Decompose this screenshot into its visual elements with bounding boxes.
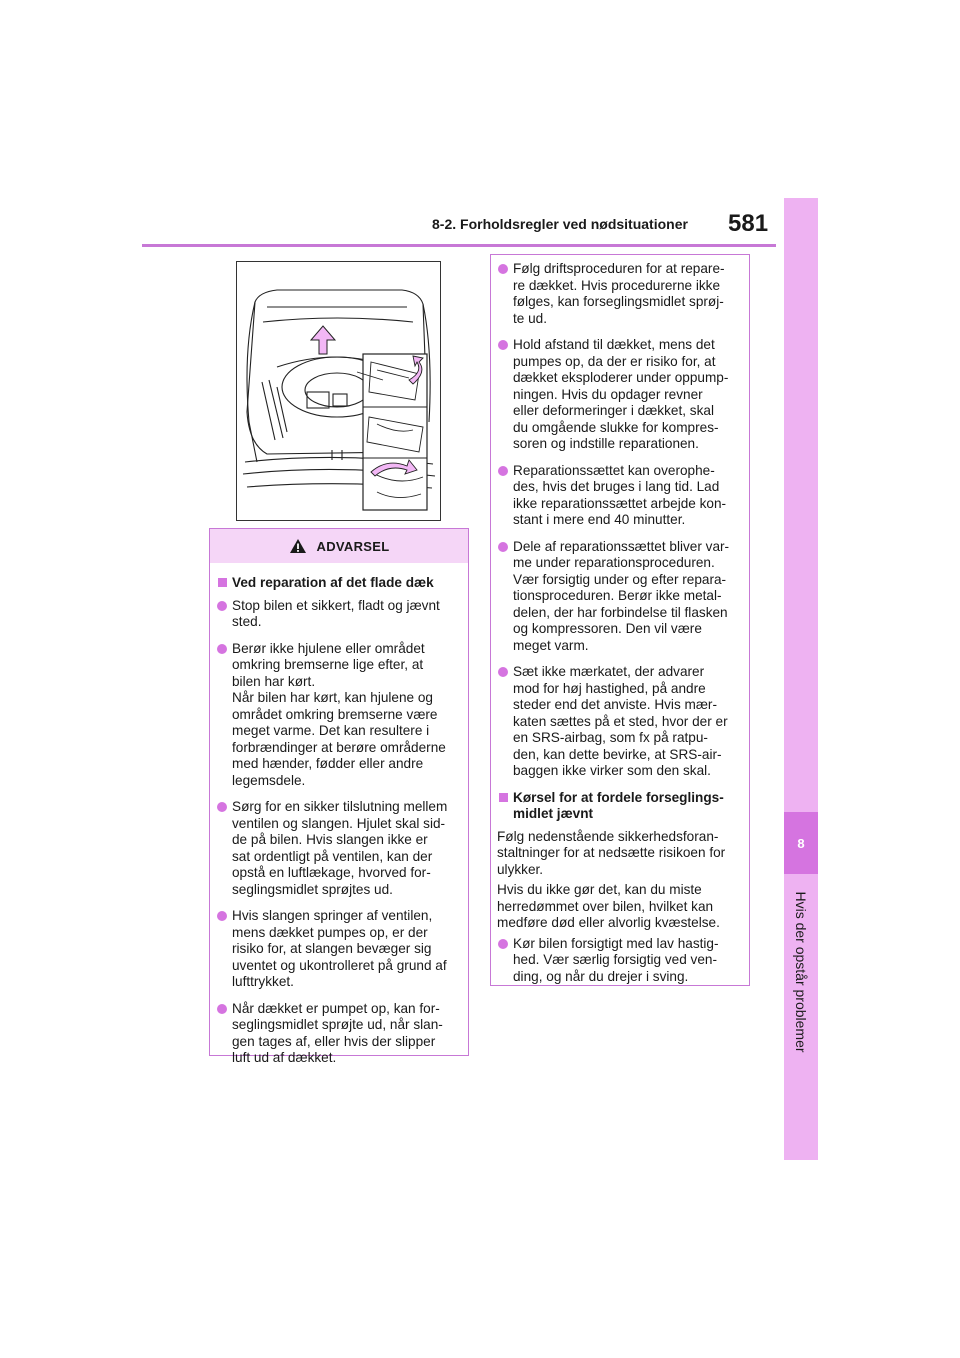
- warning-bullet: Reparationssættet kan overophe- des, hvis det bruges i lang tid. Lad ikke reparationssættet arbejde kon- stant i mere end 40 minutter.: [497, 463, 743, 529]
- warning-bullet: Hold afstand til dækket, mens det pumpes op, da der er risiko for, at dækket eksploderer under oppump- ningen. Hvis du opdager revner eller deformeringer i dækket, skal du omgående slukke for kompres- soren og indstille reparationen.: [497, 337, 743, 453]
- bullet-dot-icon: [498, 264, 508, 274]
- chapter-number-box: 8: [784, 812, 818, 874]
- driving-subheading: Kørsel for at fordele forseglings- midlet jævnt: [497, 790, 743, 823]
- trunk-illustration: [236, 261, 441, 521]
- driving-bullet: Kør bilen forsigtigt med lav hastig- hed. Vær særlig forsigtig ved ven- ding, og når du drejer i sving.: [497, 936, 743, 986]
- warning-bullet: Når dækket er pumpet op, kan for- seglingsmidlet sprøjte ud, når slan- gen tages af, eller hvis der slipper luft ud af dækket.: [216, 1001, 462, 1067]
- warning-continued-box: [490, 254, 750, 986]
- bullet-dot-icon: [498, 542, 508, 552]
- warning-bullet: Stop bilen et sikkert, fladt og jævnt sted.: [216, 598, 462, 631]
- page-number: 581: [728, 210, 769, 237]
- bullet-dot-icon: [217, 802, 227, 812]
- section-title: 8-2. Forholdsregler ved nødsituationer: [432, 216, 688, 232]
- warning-subheading: Ved reparation af det flade dæk: [216, 575, 462, 592]
- square-bullet-icon: [499, 793, 508, 802]
- bullet-dot-icon: [217, 1004, 227, 1014]
- bullet-dot-icon: [217, 911, 227, 921]
- square-bullet-icon: [218, 578, 227, 587]
- bullet-dot-icon: [498, 667, 508, 677]
- warning-box: [209, 528, 469, 1065]
- warning-header: [210, 529, 468, 563]
- warning-heading: ADVARSEL: [316, 538, 390, 554]
- trunk-drawing: [237, 262, 440, 520]
- warning-bullet: Berør ikke hjulene eller området omkring bremserne lige efter, at bilen har kørt. Når bilen har kørt, kan hjulene og området omkring bremserne være meget varme. Det kan resultere i forbrændinger at berøre områderne med hænder, fødder eller andre legemsdele.: [216, 641, 462, 790]
- warning-bullet: Dele af reparationssættet bliver var- me under reparationsproceduren. Vær forsigtig under og efter repara- tionsproceduren. Berør ikke metal- delen, der har forbindelse til flasken og kompressoren. Den vil være meget varm.: [497, 539, 743, 655]
- warning-bullet: Sæt ikke mærkatet, der advarer mod for høj hastighed, på andre steder end det anviste. Hvis mær- katen sættes på et sted, hvor der er en SRS-airbag, som fx på ratpu- den, kan dette bevirke, at SRS-air- baggen ikke virker som den skal.: [497, 664, 743, 780]
- bullet-dot-icon: [498, 340, 508, 350]
- driving-paragraph: Følg nedenstående sikkerhedsforan- staltninger for at nedsætte risikoen for ulykker.: [497, 828, 726, 877]
- warning-bullet: Sørg for en sikker tilslutning mellem ventilen og slangen. Hjulet skal sid- de på bilen. Hvis slangen ikke er sat ordentligt på ventilen, kan der opstå en luftlækage, hvorved for- seglingsmidlet sprøjtes ud.: [216, 799, 462, 898]
- warning-bullet: Følg driftsproceduren for at repare- re dækket. Hvis procedurerne ikke følges, kan forseglingsmidlet sprøj- te ud.: [497, 261, 743, 327]
- bullet-dot-icon: [498, 466, 508, 476]
- bullet-dot-icon: [498, 939, 508, 949]
- warning-bullet: Hvis slangen springer af ventilen, mens dækket pumpes op, er der risiko for, at slangen bevæger sig uventet og ukontrolleret på grund af lufttrykket.: [216, 908, 462, 991]
- warning-triangle-icon: [289, 538, 307, 554]
- chapter-side-label: Hvis der opstår problemer: [793, 891, 809, 1053]
- bullet-dot-icon: [217, 644, 227, 654]
- header-divider: [142, 244, 776, 247]
- driving-paragraph: Hvis du ikke gør det, kan du miste herredømmet over bilen, hvilket kan medføre død eller alvorlig kvæstelse.: [497, 882, 720, 930]
- bullet-dot-icon: [217, 601, 227, 611]
